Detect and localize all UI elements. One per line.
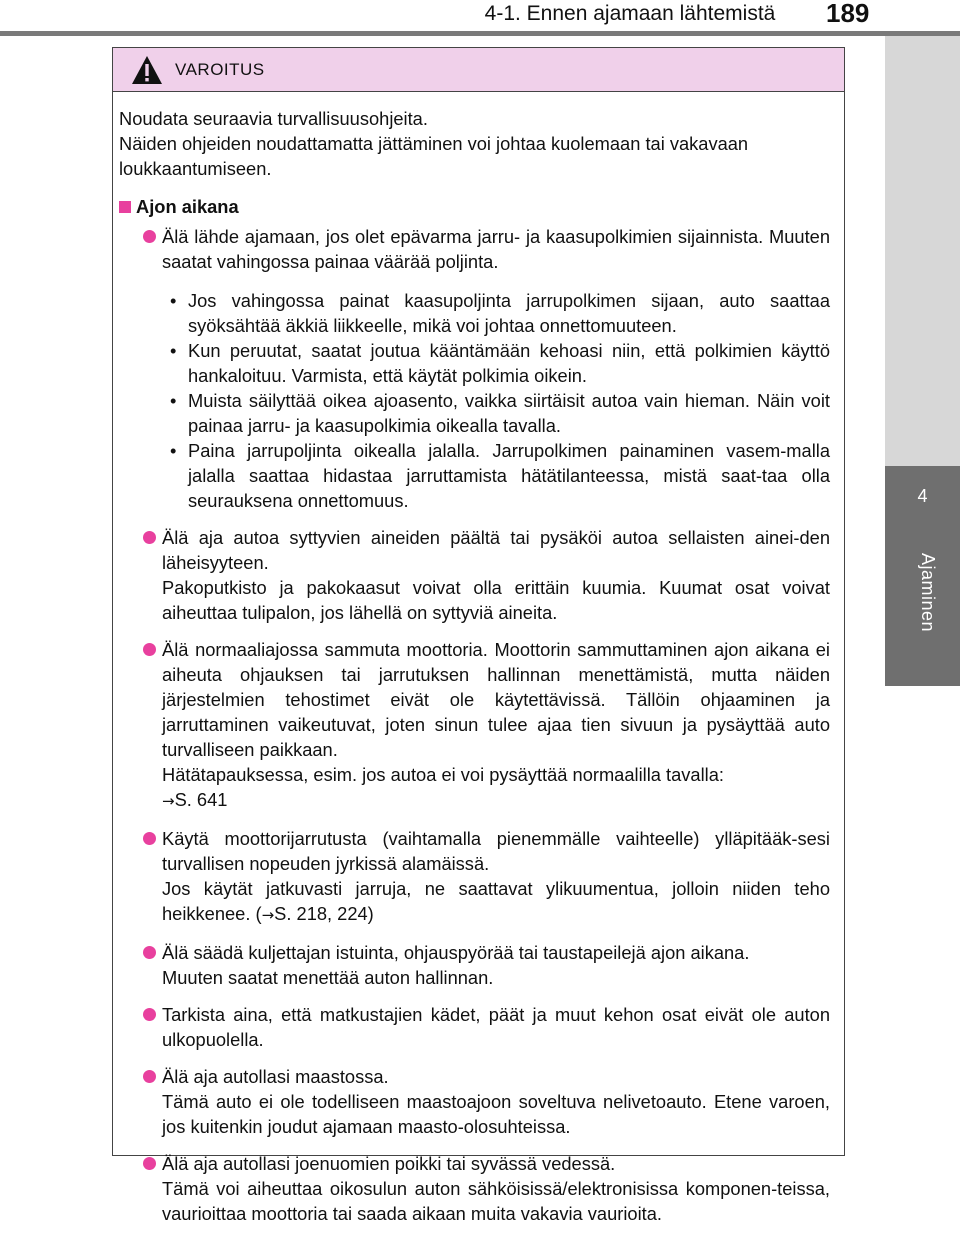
dot-bullet-icon — [143, 1008, 156, 1021]
warning-item — [119, 1064, 830, 1139]
dot-bullet-icon — [143, 643, 156, 656]
intro-line: Noudata seuraavia turvallisuusohjeita. — [119, 108, 428, 129]
page-reference[interactable]: →S. 641 — [162, 789, 228, 810]
warning-box — [112, 47, 845, 1224]
item-text: Tämä voi aiheuttaa oikosulun auton sähköisissä/elektronisissa komponen-teissa, vaurioittaa moottoria tai saada aikaan muita vakavia vaurioita. — [162, 1178, 830, 1224]
item-text: Muuten saatat menettää auton hallinnan. — [162, 967, 494, 988]
warning-item — [119, 826, 830, 928]
warning-item — [119, 525, 830, 625]
chapter-number: 4 — [917, 486, 928, 506]
item-text: Jos käytät jatkuvasti jarruja, ne saattavat ylikuumentua, jolloin niiden teho heikkenee. (→S. 218, 224) — [162, 878, 830, 924]
warning-body — [113, 92, 844, 1226]
sub-list-item: • Kun peruutat, saatat joutua kääntämään kehoasi niin, että polkimien käyttö hankaloituu. Varmista, että käytät polkimia oikein. — [162, 338, 830, 388]
square-bullet-icon — [119, 201, 131, 213]
item-text: Älä aja autollasi maastossa. — [162, 1066, 389, 1087]
intro — [119, 106, 830, 181]
bullet-icon: • — [170, 390, 177, 411]
item-text: Tämä auto ei ole todelliseen maastoajoon soveltuva nelivetoauto. Etene varoen, jos kuitenkin joudut ajamaan maasto-olosuhteissa. — [162, 1091, 830, 1137]
warning-header — [113, 48, 844, 92]
dot-bullet-icon — [143, 946, 156, 959]
section-title: 4-1. Ennen ajamaan lähtemistä — [484, 2, 776, 25]
item-text: Älä normaaliajossa sammuta moottoria. Moottorin sammuttaminen ajon aikana ei aiheuta ohjauksen tai jarrutuksen hallinnan menettämistä, mutta näiden järjestelmien tehostimet eivät ole käytettävissä. Tällöin ohjaaminen ja jarruttaminen vaikeutuvat, joten sinun tulee ajaa tien sivuun ja pysäyttää auto turvalliseen paikkaan. — [162, 639, 830, 760]
sub-list-item: • Jos vahingossa painat kaasupoljinta jarrupolkimen sijaan, auto saattaa syöksähtää äkkiä liikkeelle, mikä voi johtaa onnettomuuteen. — [162, 288, 830, 338]
sub-list — [162, 288, 830, 513]
sub-list-item: • Paina jarrupoljinta oikealla jalalla. Jarrupolkimen painaminen vasem-malla jalalla saattaa hidastaa jarruttamista hätätilanteessa, mistä saat-taa olla seurauksena onnettomuus. — [162, 438, 830, 513]
dot-bullet-icon — [143, 531, 156, 544]
item-text: Älä aja autoa syttyvien aineiden päältä tai pysäköi autoa sellaisten ainei-den läheisyyteen. — [162, 527, 830, 573]
warning-triangle-icon — [131, 55, 163, 85]
side-tab-light — [885, 36, 960, 466]
item-text: Hätätapauksessa, esim. jos autoa ei voi pysäyttää normaalilla tavalla: — [162, 764, 724, 785]
item-text: Älä aja autollasi joenuomien poikki tai syvässä vedessä. — [162, 1153, 616, 1174]
header-rule — [0, 31, 960, 36]
item-text: Älä lähde ajamaan, jos olet epävarma jarru- ja kaasupolkimien sijainnista. Muuten saatat vahingossa painaa väärää poljinta. — [162, 226, 830, 272]
section-heading-text: Ajon aikana — [136, 196, 239, 217]
section-heading — [119, 194, 830, 219]
arrow-icon: → — [261, 906, 275, 924]
warning-title: VAROITUS — [175, 59, 265, 79]
warning-item — [119, 637, 830, 814]
chapter-name: Ajaminen — [918, 553, 938, 633]
warning-item — [119, 1151, 830, 1226]
bullet-icon: • — [170, 440, 177, 461]
warning-item — [119, 940, 830, 990]
item-text: Älä säädä kuljettajan istuinta, ohjauspyörää tai taustapeilejä ajon aikana. — [162, 942, 750, 963]
warning-item — [119, 224, 830, 513]
bullet-icon: • — [170, 340, 177, 361]
page-reference[interactable]: S. 218, 224) — [274, 903, 374, 924]
dot-bullet-icon — [143, 230, 156, 243]
page-number: 189 — [826, 0, 870, 28]
item-text: Käytä moottorijarrutusta (vaihtamalla pienemmälle vaihteelle) ylläpitääk-sesi turvallisen nopeuden jyrkissä alamäissä. — [162, 828, 830, 874]
intro-line: Näiden ohjeiden noudattamatta jättäminen voi johtaa kuolemaan tai vakavaan loukkaantumiseen. — [119, 133, 749, 179]
bullet-icon: • — [170, 290, 177, 311]
dot-bullet-icon — [143, 1157, 156, 1170]
item-text: Pakoputkisto ja pakokaasut voivat olla erittäin kuumia. Kuumat osat voivat aiheuttaa tulipalon, jos lähellä on syttyviä aineita. — [162, 577, 830, 623]
item-text: Tarkista aina, että matkustajien kädet, päät ja muut kehon osat eivät ole auton ulkopuolella. — [162, 1004, 830, 1050]
dot-bullet-icon — [143, 832, 156, 845]
dot-bullet-icon — [143, 1070, 156, 1083]
sub-list-item: • Muista säilyttää oikea ajoasento, vaikka siirtäisit autoa vain hieman. Näin voit painaa jarru- ja kaasupolkimia oikealla tavalla. — [162, 388, 830, 438]
arrow-icon: → — [162, 792, 175, 810]
warning-item — [119, 1002, 830, 1052]
